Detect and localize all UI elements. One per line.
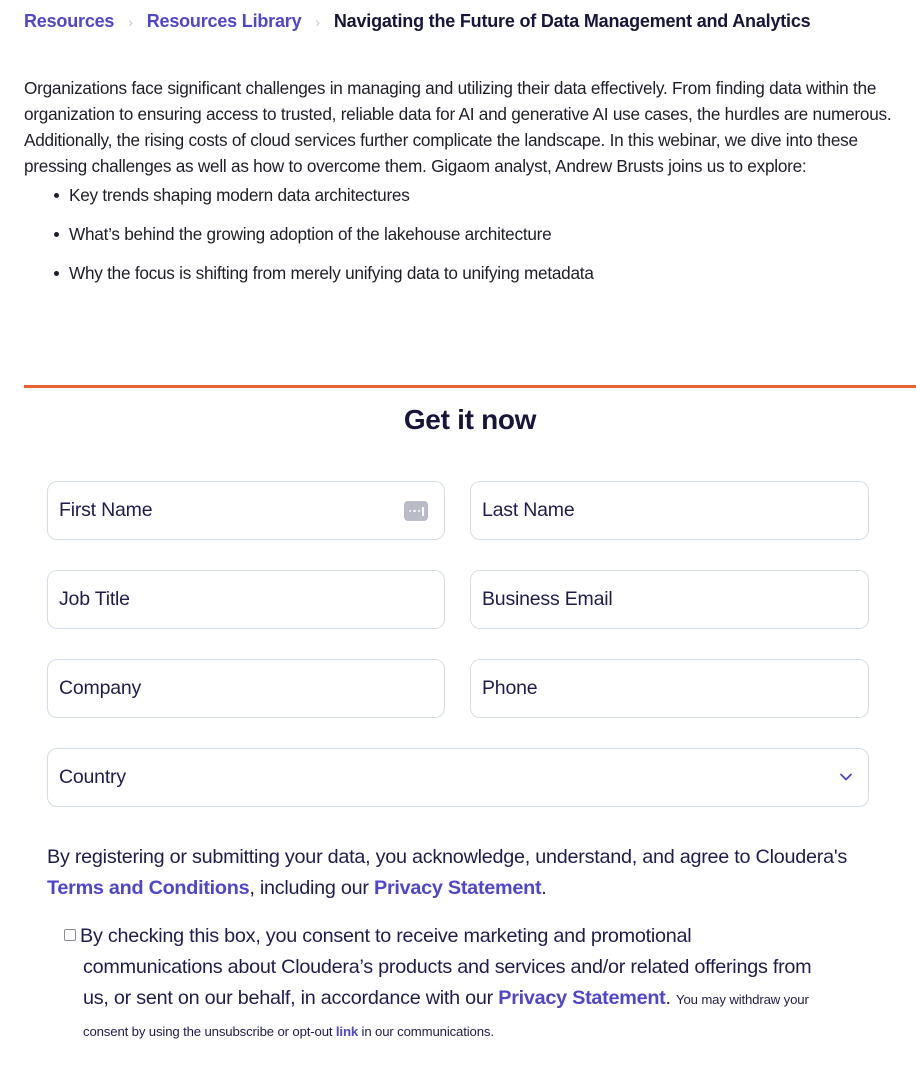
withdraw-consent-text: You may withdraw your consent by using the unsubscribe or opt-out — [83, 992, 809, 1039]
topics-list — [24, 182, 904, 286]
job-title-placeholder: Job Title — [59, 588, 130, 610]
marketing-consent-checkbox[interactable] — [64, 929, 76, 941]
job-title-input[interactable] — [47, 570, 445, 629]
legal-suffix: . — [541, 877, 547, 899]
unsubscribe-link[interactable]: link — [335, 1024, 359, 1039]
last-name-input[interactable] — [470, 481, 869, 540]
breadcrumb — [24, 11, 810, 32]
marketing-consent — [64, 921, 824, 1047]
topic-list-item: Why the focus is shifting from merely unifying data to unifying metadata — [54, 260, 904, 286]
legal-prefix: By registering or submitting your data, you acknowledge, understand, and agree to Cloudera's — [47, 846, 847, 868]
topic-list-item: Key trends shaping modern data architectures — [54, 182, 904, 208]
autofill-contact-icon[interactable] — [404, 501, 428, 521]
form-title: Get it now — [403, 404, 537, 435]
country-select[interactable] — [47, 748, 869, 807]
consent-privacy-statement-link[interactable]: Privacy Statement — [498, 987, 666, 1009]
breadcrumb-resources[interactable]: Resources — [24, 11, 115, 31]
legal-middle: , including our — [249, 877, 375, 899]
company-input[interactable] — [47, 659, 445, 718]
phone-input[interactable] — [470, 659, 869, 718]
business-email-placeholder: Business Email — [482, 588, 613, 610]
breadcrumb-separator-icon: › — [315, 13, 320, 30]
breadcrumb-current-page: Navigating the Future of Data Management and Analytics — [333, 11, 811, 31]
topic-list-item: What’s behind the growing adoption of the lakehouse architecture — [54, 221, 904, 247]
webinar-description — [24, 75, 904, 299]
company-placeholder: Company — [59, 677, 142, 699]
first-name-input[interactable] — [47, 481, 445, 540]
intro-paragraph-1: Organizations face significant challenges in managing and utilizing their data effectively. From finding data within the organization to ensuring access to trusted, reliable data for AI and generative AI use cases, the hurdles are numerous. — [24, 78, 892, 124]
breadcrumb-resources-library[interactable]: Resources Library — [146, 11, 302, 31]
withdraw-consent-suffix: in our communications. — [358, 1024, 494, 1039]
consent-after-link: . — [665, 987, 677, 1009]
section-divider — [24, 385, 916, 388]
legal-notice — [47, 842, 887, 904]
intro-paragraph-2: Additionally, the rising costs of cloud services further complicate the landscape. In this webinar, we dive into these pressing challenges as well as how to overcome them. Gigaom analyst, Andrew Brusts joins us to explore: — [24, 130, 858, 176]
last-name-placeholder: Last Name — [482, 499, 575, 521]
country-selected-value: Country — [59, 766, 126, 788]
terms-and-conditions-link[interactable]: Terms and Conditions — [47, 877, 250, 899]
business-email-input[interactable] — [470, 570, 869, 629]
breadcrumb-separator-icon: › — [128, 13, 133, 30]
phone-placeholder: Phone — [482, 677, 538, 699]
privacy-statement-link[interactable]: Privacy Statement — [374, 877, 542, 899]
chevron-down-icon — [838, 769, 854, 785]
consent-text: By checking this box, you consent to receive marketing and promotional communications about Cloudera’s products and services and/or related offerings from us, or sent on our behalf, in accordance with our — [80, 925, 812, 1009]
first-name-placeholder: First Name — [59, 499, 153, 521]
